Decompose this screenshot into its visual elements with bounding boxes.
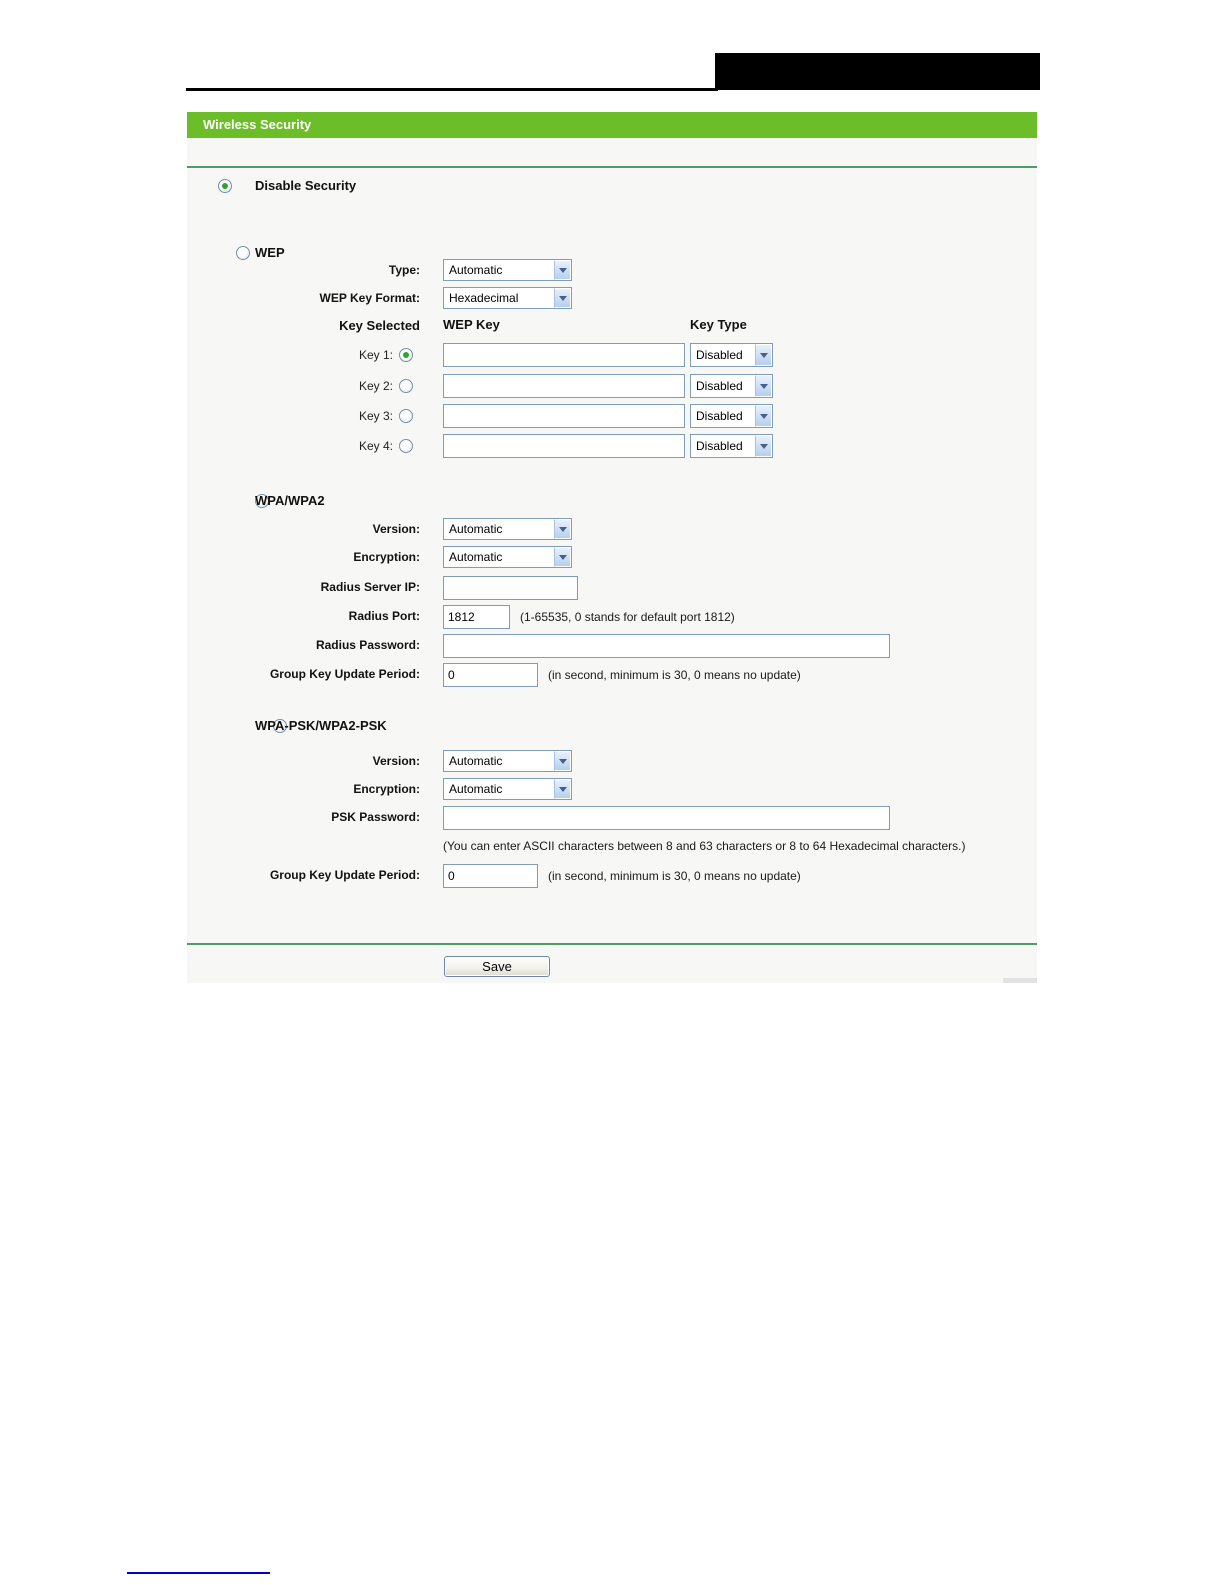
radius-ip-input[interactable] [443,576,578,600]
key1-radio[interactable] [399,348,413,362]
key3-type-value: Disabled [696,409,743,423]
wpa-version-label: Version: [372,522,420,536]
wpa-version-select[interactable] [443,518,572,540]
key4-label: Key 4: [358,439,393,453]
disable-security-radio[interactable] [218,179,232,193]
chevron-down-icon[interactable] [554,547,571,567]
wpa-group-key-label: Group Key Update Period: [269,667,420,681]
chevron-down-icon[interactable] [755,405,772,427]
wep-key-format-select[interactable] [443,287,572,309]
wep-type-select[interactable] [443,259,572,281]
wpa-encryption-value: Automatic [449,550,503,564]
wpa-group-key-hint: (in second, minimum is 30, 0 means no update) [548,668,801,682]
radius-password-input[interactable] [443,634,890,658]
radius-ip-label: Radius Server IP: [320,580,420,594]
disable-security-label: Disable Security [255,178,357,193]
key2-radio[interactable] [399,379,413,393]
key2-type-value: Disabled [696,379,743,393]
key2-type-select[interactable] [690,374,773,398]
radius-password-label: Radius Password: [315,638,420,652]
key1-label: Key 1: [358,348,393,362]
wpa-encryption-label: Encryption: [353,550,420,564]
chevron-down-icon[interactable] [554,519,571,539]
wep-key-format-label: WEP Key Format: [319,291,420,305]
radius-port-input[interactable] [443,605,510,629]
footer-link-underline[interactable] [127,1572,270,1574]
redacted-logo-block [715,53,1040,90]
psk-encryption-label: Encryption: [353,782,420,796]
key2-label: Key 2: [358,379,393,393]
key-selected-header: Key Selected [339,318,420,333]
wpa-label: WPA/WPA2 [255,493,325,508]
psk-group-key-input[interactable] [443,864,538,888]
psk-password-input[interactable] [443,806,890,830]
chevron-down-icon[interactable] [554,288,571,308]
key1-type-select[interactable] [690,343,773,367]
wpa-encryption-select[interactable] [443,546,572,568]
key4-radio[interactable] [399,439,413,453]
psk-label: WPA-PSK/WPA2-PSK [255,718,387,733]
wireless-security-panel [187,138,1037,983]
key3-radio[interactable] [399,409,413,423]
radius-port-hint: (1-65535, 0 stands for default port 1812) [520,610,735,624]
key4-type-select[interactable] [690,434,773,458]
key2-caption [187,374,413,398]
header-divider-line [186,88,718,91]
psk-encryption-value: Automatic [449,782,503,796]
key1-type-value: Disabled [696,348,743,362]
psk-group-key-hint: (in second, minimum is 30, 0 means no update) [548,869,801,883]
wep-type-value: Automatic [449,263,503,277]
psk-group-key-label: Group Key Update Period: [269,868,420,882]
psk-version-select[interactable] [443,750,572,772]
wep-key-format-value: Hexadecimal [449,291,519,305]
key3-caption [187,404,413,428]
save-button[interactable]: Save [444,956,550,977]
chevron-down-icon[interactable] [554,779,571,799]
key2-input[interactable] [443,374,685,398]
wep-label: WEP [255,245,285,260]
scrollbar-fragment[interactable] [1003,978,1037,983]
key4-caption [187,434,413,458]
chevron-down-icon[interactable] [755,435,772,457]
chevron-down-icon[interactable] [755,375,772,397]
key3-type-select[interactable] [690,404,773,428]
key3-label: Key 3: [358,409,393,423]
key4-input[interactable] [443,434,685,458]
chevron-down-icon[interactable] [554,751,571,771]
wpa-group-key-input[interactable] [443,663,538,687]
top-separator [187,166,1037,168]
wpa-version-value: Automatic [449,522,503,536]
page-title: Wireless Security [187,112,1037,138]
bottom-separator [187,943,1037,945]
psk-password-label: PSK Password: [331,810,420,824]
chevron-down-icon[interactable] [554,260,571,280]
key4-type-value: Disabled [696,439,743,453]
psk-version-label: Version: [372,754,420,768]
key-type-header: Key Type [690,317,747,332]
chevron-down-icon[interactable] [755,344,772,366]
psk-encryption-select[interactable] [443,778,572,800]
key1-input[interactable] [443,343,685,367]
key1-caption [187,343,413,367]
wep-key-header: WEP Key [443,317,500,332]
radius-port-label: Radius Port: [348,609,420,623]
wep-radio[interactable] [236,246,250,260]
psk-version-value: Automatic [449,754,503,768]
wep-type-label: Type: [388,263,420,277]
key3-input[interactable] [443,404,685,428]
psk-password-hint: (You can enter ASCII characters between 8 and 63 characters or 8 to 64 Hexadecimal characters.) [443,839,966,853]
